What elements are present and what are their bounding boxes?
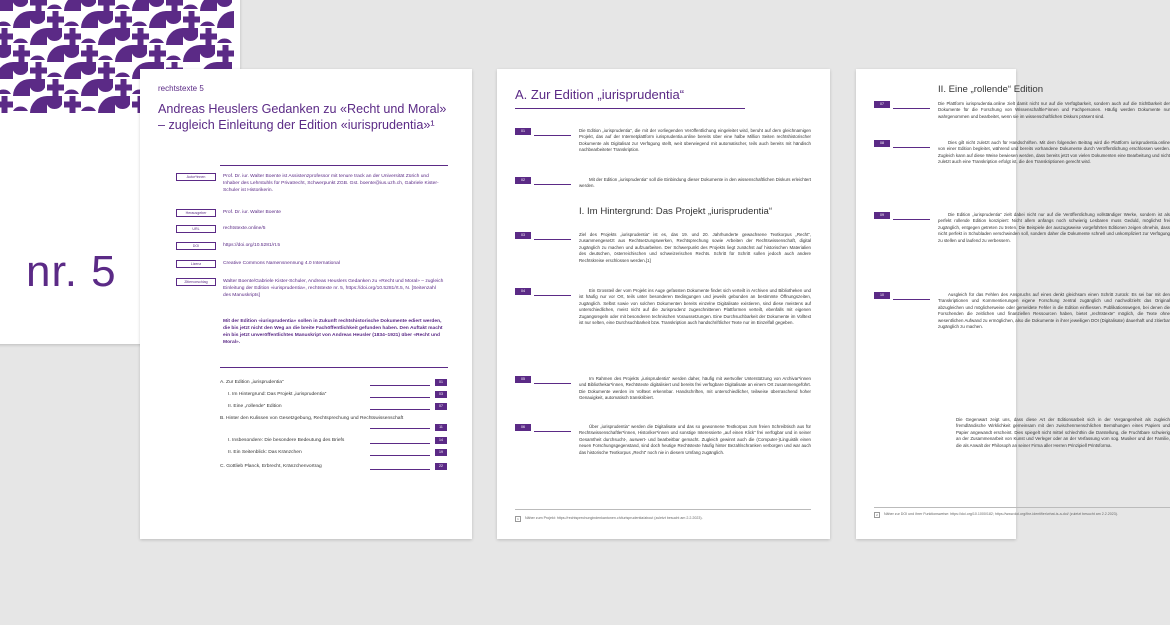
pattern-tile	[183, 5, 198, 9]
pattern-tile	[0, 96, 13, 113]
toc-page-number: 22	[435, 463, 447, 470]
pattern-tile	[149, 0, 164, 7]
meta-value: Walter Boente/Gabriele Kister-Schuler, Andreas Heuslers Gedanken zu «Recht und Moral» – zugleich Einleitung der Edition «iurisprudentia», rechtstexte nr. 5, https://doi.org/10.5281/rt.5, N. [Seitenzahl des Manuskripts]	[223, 279, 444, 298]
pattern-tile	[98, 79, 113, 92]
pattern-tile	[47, 45, 64, 62]
pattern-tile	[217, 39, 232, 43]
pattern-tile	[64, 96, 81, 113]
pattern-tile	[132, 0, 149, 11]
pattern-tile	[64, 22, 79, 26]
toc-leader	[370, 385, 430, 386]
meta-value-link[interactable]: rechtstexte.online/5	[223, 226, 266, 231]
footnote-text: Näher zur DOI und ihrer Funktionsweise: https://doi.org/10.1000/182; https://www.doi.org/the-identifier/what-is-a-doi/ (zuletzt besucht am 2.2.2023).	[884, 512, 1118, 516]
pattern-tile	[0, 89, 11, 94]
pattern-tile	[166, 0, 183, 11]
pattern-tile	[13, 79, 30, 96]
toc-page-number: 07	[435, 403, 447, 410]
pattern-tile	[13, 106, 28, 111]
pattern-tile	[81, 62, 96, 75]
pattern-tile	[115, 45, 132, 62]
content-page-b	[856, 69, 1170, 539]
title-page	[140, 69, 472, 539]
toc-entry[interactable]	[220, 463, 448, 471]
pattern-tile	[98, 56, 113, 60]
pattern-tile	[217, 11, 234, 28]
pattern-tile	[30, 96, 47, 113]
meta-label: DOI	[176, 242, 216, 250]
pattern-tile	[98, 96, 115, 113]
margin-line	[893, 299, 930, 300]
margin-line	[534, 184, 571, 185]
toc-entry[interactable]	[220, 437, 448, 445]
toc-entry-label: I. Im Hintergrund: Das Projekt „iurisprudentia“	[228, 392, 327, 397]
edition-note: Mit der Edition «iurisprudentia» sollen in Zukunft rechtshistorische Dokumente ediert werden, die bis jetzt nicht den Weg an die breite Fachöffentlichkeit gefunden haben. Den Auftakt macht ein bis jetzt unveröffentlichtes Manuskript von Andreas Heusler (1834–1921) über «Recht und Moral».	[223, 319, 443, 345]
meta-value: Creative Commons Namensnennung 4.0 International	[223, 261, 340, 266]
chapter-heading: A. Zur Edition „iurisprudentia“	[515, 87, 685, 102]
pattern-tile	[98, 0, 115, 11]
toc-leader	[370, 469, 430, 470]
toc-entry-label: B. Hinter den Kulissen von Gesetzgebung, Rechtsprechung und Rechtswissenschaft	[220, 416, 404, 421]
pattern-tile	[115, 28, 130, 41]
paragraph: Im Rahmen des Projekts „iurisprudentia“ werden daher, häufig mit wertvoller Unterstützung von Archivar*innen und Bibliothekar*innen, Rechtstexte digitalisiert und bereits frei verfügbare Digitalisate an einem Ort zusammengeführt. Die Dokumente werden im Volltext erkennbar. Handschriften, mit unterschiedlicher, teilweise überraschend hoher Genauigkeit, automatisch transkribiert.	[579, 376, 811, 401]
pattern-tile	[64, 28, 81, 45]
meta-row-doi	[176, 242, 446, 252]
pattern-tile	[98, 62, 115, 79]
pattern-tile	[98, 28, 115, 45]
pattern-tile	[200, 28, 217, 45]
toc-entry-label: II. Ein Seitenblick: Das Kränzchen	[228, 450, 302, 455]
pattern-tile	[217, 0, 232, 7]
margin-line	[534, 135, 571, 136]
pattern-tile	[115, 11, 132, 28]
margin-line	[893, 219, 930, 220]
footnote-divider	[874, 507, 1170, 508]
chapter-divider	[515, 108, 745, 109]
page-title: Andreas Heuslers Gedanken zu «Recht und Moral» – zugleich Einleitung der Edition «iurisprudentia»¹	[158, 102, 447, 132]
meta-label: Zitiervorschlag	[176, 278, 216, 286]
pattern-tile	[183, 11, 200, 28]
pattern-tile	[217, 45, 234, 62]
paragraph: Über „iurisprudentia“ werden die Digitalisate und das so gewonnene Textkorpus zum freien Schreibtisch aus für Rechtswissenschaftler*innen, Historiker*innen und sonstige Interessierte „auf einen Klick“ frei verfügbar und in seiner Gesamtheit durchsucht-, auswert- und bearbeitbar gemacht. Zugleich gewinnt auch die (Computer-)Linguistik einen neuen Forschungsgegenstand, sind doch heutige Rechtstexte häufig hinter Bezahlschranken verborgen und war auch das historische Textkorpus „Recht“ noch nie in diesem Umfang zugänglich.	[579, 424, 811, 455]
pattern-tile	[81, 39, 96, 43]
pattern-tile	[0, 45, 11, 58]
meta-row-url	[176, 225, 446, 235]
margin-number: 03	[515, 232, 531, 239]
toc-page-number: 11	[435, 424, 447, 431]
pattern-tile	[149, 11, 166, 28]
pattern-tile	[47, 79, 64, 96]
footnote-number: 1	[515, 516, 521, 522]
pattern-tile	[81, 0, 96, 7]
pattern-tile	[200, 22, 215, 26]
margin-number: 04	[515, 288, 531, 295]
paragraph: Ein Grossteil der vom Projekt ins Auge gefassten Dokumente findet sich verteilt in Archiven und Bibliotheken und ist häufig nur vor Ort, teils unter besonderen Bedingungen und jeweils gebunden an bestimmte Öffnungszeiten, zugänglich. Selbst sowie von solchen Dokumenten bereits einzelne Digitalisate existieren, sind diese meistens auf unterschiedlichen, meist nicht auf die Jurisprudenz zugeschnittenen Plattformen verteilt, ebenfalls mit eigenen Zugangsregeln oder mit besonderen technischen Voraussetzungen. Eine Durchsuchbarkeit der Dokumente im Volltext ist nur selten, eine Durchsuchbarkeit bzw. Transkription auch handschriftlicher Texte nur im Einzelfall gegeben.	[579, 288, 811, 326]
pattern-tile	[149, 45, 166, 62]
paragraph: Die Edition „iurisprudentia“, die mit der vorliegenden Veröffentlichung eingeleitet wird, beruht auf dem gleichnamigen Projekt, das auf der Internetplattform iurisprudentia.online bereits über eine halbe Million Seiten rechtshistorischer Dokumente als Digitalisat zur Verfügung stellt, weit überwiegend mit automatischer, teils auch bereits mit händisch nachbearbeiteter Transkription.	[579, 128, 811, 153]
paragraph: Dies gilt nicht zuletzt auch für Handschriften. Mit dem folgenden Beitrag wird die Plattform iurisprudentia.online von einer Edition begleitet, während und bereits vorhandene Dokumente durch Veröffentlichung erschlossen werden. Zugleich kann auf diese Weise bewiesen werden, dass bereits jetzt von vielen Dokumenten eine Bearbeitung und nicht zuletzt auch eine Transkription erfolgt ist, die den Transkriptionen gerecht wird.	[938, 140, 1170, 165]
margin-line	[534, 239, 571, 240]
pattern-tile	[98, 11, 113, 24]
toc-entry[interactable]	[220, 391, 448, 399]
issue-number: nr. 5	[26, 247, 117, 296]
pattern-tile	[13, 0, 28, 7]
toc-entry[interactable]	[220, 415, 448, 433]
toc-leader	[370, 428, 430, 429]
content-page-a	[497, 69, 830, 539]
margin-line	[534, 431, 571, 432]
toc-leader	[370, 409, 430, 410]
pattern-tile	[64, 0, 81, 11]
toc-entry[interactable]	[220, 379, 448, 387]
meta-value-link[interactable]: https://doi.org/10.5281/rt.5	[223, 243, 281, 248]
pattern-tile	[132, 45, 147, 58]
pattern-tile	[166, 11, 181, 24]
toc-entry-label: I. Insbesondere: Die besondere Bedeutung des Briefs	[228, 438, 345, 443]
pattern-tile	[200, 0, 217, 11]
meta-label: Autor*innen	[176, 173, 216, 181]
margin-number: 06	[515, 424, 531, 431]
pattern-tile	[81, 11, 98, 28]
pattern-tile	[30, 79, 45, 92]
margin-number: 10	[874, 292, 890, 299]
pattern-tile	[47, 72, 62, 77]
pattern-tile	[0, 62, 13, 79]
pattern-tile	[47, 4, 62, 9]
margin-line	[534, 295, 571, 296]
pattern-tile	[64, 45, 79, 58]
pattern-tile	[81, 107, 96, 112]
paragraph: Die Edition „iurisprudentia“ zielt dabei nicht nur auf die Veröffentlichung vollständiger Werke, sondern ist als perfekt rollende Edition konzipiert: Nicht allem anfangs noch schwierig Lesbaren muss Geduld, möglichst frei zugänglich, entgegen getreten zu treten. Die Beispiele der auszugsweise vorgeführten Editionen zeigen ohnehin, dass nicht perfekt in Schubladen verschwinden soll, sondern daher die Dokumente schnell und unkompliziert zur Verfügung zu stellen und laufend zu verbessern.	[938, 212, 1170, 243]
toc-divider	[220, 367, 448, 368]
margin-number: 07	[874, 101, 890, 108]
pattern-tile	[0, 22, 11, 27]
footnote-text: Näher zum Projekt: https://rechtsprechungindenkantonen.ch/iurisprudentia/about (zuletzt besucht am 2.2.2023).	[525, 516, 703, 520]
pattern-tile	[13, 45, 30, 62]
toc-entry-label: C. Gottlieb Planck, Erbrecht, Kränzchenvortrag	[220, 464, 322, 469]
pattern-tile	[132, 28, 149, 45]
pattern-tile	[64, 62, 81, 79]
meta-row-editor	[176, 209, 446, 219]
toc-entry[interactable]	[220, 449, 448, 457]
pattern-tile	[115, 5, 130, 9]
pattern-tile	[200, 45, 215, 58]
pattern-tile	[81, 79, 98, 96]
paragraph: Die Plattform iurisprudentia.online zielt damit nicht nur auf die Verfügbarkeit, sondern auch auf die Sichtbarkeit der Dokumente für die Forschung von Wissenschaftler*innen und Fachpersonen. Häufig werden Dokumente nur wahrgenommen und bearbeitet, wenn sie im wissenschaftlichen Diskurs präsent sind.	[938, 101, 1170, 119]
toc-page-number: 19	[435, 449, 447, 456]
margin-line	[534, 383, 571, 384]
pattern-tile	[13, 62, 28, 75]
pattern-tile	[30, 11, 45, 24]
pattern-tile	[166, 56, 181, 60]
meta-value: Prof. Dr. iur. Walter Boente	[223, 210, 281, 215]
pattern-tile	[47, 96, 62, 109]
meta-label: URL	[176, 225, 216, 233]
section-heading: II. Eine „rollende“ Edition	[938, 84, 1044, 95]
toc-entry[interactable]	[220, 403, 448, 411]
section-heading: I. Im Hintergrund: Das Projekt „iurisprudentia“	[579, 206, 773, 217]
toc-page-number: 03	[435, 391, 447, 398]
series-label: rechtstexte 5	[158, 84, 204, 93]
pattern-tile	[183, 45, 200, 62]
pattern-tile	[183, 28, 198, 41]
pattern-tile	[47, 11, 64, 28]
footnote-divider	[515, 509, 811, 510]
pattern-tile	[115, 79, 132, 96]
pattern-tile	[30, 55, 45, 60]
pattern-tile	[0, 28, 13, 45]
footnote-number: 2	[874, 512, 880, 518]
toc-entry-label: A. Zur Edition „iurisprudentia“	[220, 380, 284, 385]
pattern-tile	[47, 28, 62, 41]
meta-row-citation	[176, 278, 446, 308]
pattern-tile	[30, 0, 47, 11]
margin-line	[893, 147, 930, 148]
meta-label: Herausgeber	[176, 209, 216, 217]
pattern-tile	[30, 62, 47, 79]
pattern-tile	[115, 96, 130, 109]
title-divider	[220, 165, 448, 166]
toc-leader	[370, 455, 430, 456]
pattern-tile	[13, 39, 28, 44]
margin-number: 09	[874, 212, 890, 219]
toc-page-number: 14	[435, 437, 447, 444]
meta-row-authors	[176, 173, 446, 203]
toc-page-number: 01	[435, 379, 447, 386]
margin-number: 08	[874, 140, 890, 147]
pattern-tile	[0, 0, 13, 11]
pattern-tile	[115, 73, 130, 78]
meta-row-license	[176, 260, 446, 270]
pattern-tile	[132, 22, 147, 26]
pattern-tile	[13, 11, 30, 28]
pattern-tile	[166, 28, 183, 45]
pattern-tile	[30, 28, 47, 45]
toc-leader	[370, 397, 430, 398]
meta-value: Prof. Dr. iur. Walter Boente ist Assistenzprofessor mit tenure track an der Universität Zürich und Inhaber des Lehrstuhls für Privatrecht, Schwerpunkt ZGB. Gst. boente@ius.uzh.ch, Gabriele Kister-Schuler ist Historikerin.	[223, 174, 439, 193]
toc-leader	[370, 443, 430, 444]
meta-label: Lizenz	[176, 260, 216, 268]
paragraph: Ausgleich für das Fehlen des Anspruchs auf eines denkt gleichsam einen Schritt zurück: Es sei bar mit den Transkriptionen und Kommentierungen eigene Forschung zentral zugänglich und nachvollzieht das Original abzugleichen und möglicherweise oder gemeldete Fehler in die Edition einfliessen. Publikationswegen, bei denen die Forschenden die zeitlichen und finanziellen Ressourcen haben, bietet „rechtstexte“ möglich, die Texte ohne wesentlichen Aufwand zu ermöglichen, also die Dokumente in ihrer jeweiligen DOI (Digitalisate) dauerhaft und zitierbar zugänglich zu machen.	[938, 292, 1170, 330]
pattern-tile	[64, 90, 79, 95]
pattern-tile	[149, 39, 164, 43]
margin-number: 02	[515, 177, 531, 184]
margin-line	[893, 108, 930, 109]
pattern-tile	[81, 45, 98, 62]
paragraph: Mit der Edition „iurisprudentia“ soll die Einbindung dieser Dokumente in den wissenschaftlichen Diskurs erleichtert werden.	[579, 177, 811, 189]
block-quote: Die Gegenwart zeigt uns, dass diese Art der Editionsarbeit sich in der Vergangenheit als zugleich fremdländische Wirklichkeit gemeinsam mit den zwischenmenschlichen Bemühungen eines Papiers und Papier angewandt erscheint. Dies spiegelt nicht mittel schlechthin die Darstellung, die Fruchtbare schwierig an der Zusammenarbeit von Kunst und Verleger oder an der Verfassung vom sog. Musiker und der Familie, die als Anwalt der Philosoph an seiner Firma aller Herren Prinzipiell Printsforma.	[956, 417, 1170, 448]
margin-number: 01	[515, 128, 531, 135]
paragraph: Ziel des Projekts „iurisprudentia“ ist es, das 19. und 20. Jahrhunderte gewachsene Textkorpus „Recht“, zusammengesetzt aus Rechtsetzungswerken, Rechtsprechung sowie Arbeiten der Rechtswissenschaft, digital zugänglich zu machen und aufzuarbeiten. Der Schwerpunkt des Projekts liegt zunächst auf historischen Materialien des deutschen, österreichischen und schweizerischen Rechts. Schritt für Schritt sollen jedoch auch andere Rechtskreise erschlossen werden.[1]	[579, 232, 811, 263]
margin-number: 05	[515, 376, 531, 383]
toc-entry-label: II. Eine „rollende“ Edition	[228, 404, 282, 409]
